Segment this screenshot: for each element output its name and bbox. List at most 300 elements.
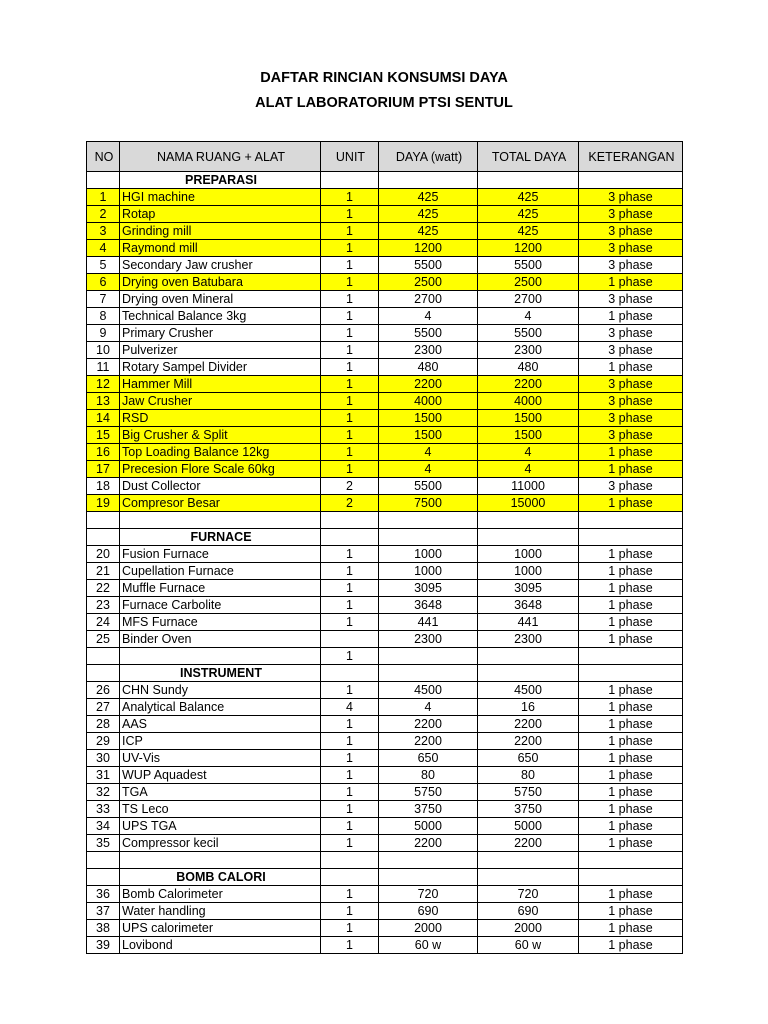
cell-name: Dust Collector: [120, 478, 321, 495]
cell-daya: 690: [379, 903, 478, 920]
cell-name: Precesion Flore Scale 60kg: [120, 461, 321, 478]
empty-cell: [87, 869, 120, 886]
empty-cell: [579, 869, 683, 886]
cell-name: Analytical Balance: [120, 699, 321, 716]
cell-daya: 425: [379, 189, 478, 206]
cell-no: 20: [87, 546, 120, 563]
cell-total-daya: 5500: [478, 325, 579, 342]
cell-keterangan: 1 phase: [579, 801, 683, 818]
cell-name: Binder Oven: [120, 631, 321, 648]
cell-no: 39: [87, 937, 120, 954]
cell-unit: 1: [321, 784, 379, 801]
cell-no: [87, 648, 120, 665]
table-row: [87, 393, 683, 410]
cell-no: 38: [87, 920, 120, 937]
cell-daya: 5750: [379, 784, 478, 801]
cell-unit: [321, 631, 379, 648]
header-keterangan: KETERANGAN: [579, 142, 683, 172]
cell-unit: 1: [321, 240, 379, 257]
cell-total-daya: 5750: [478, 784, 579, 801]
cell-name: RSD: [120, 410, 321, 427]
cell-name: Furnace Carbolite: [120, 597, 321, 614]
cell-unit: 1: [321, 903, 379, 920]
cell-keterangan: 1 phase: [579, 546, 683, 563]
cell-daya: 720: [379, 886, 478, 903]
table-header-row: [87, 142, 683, 172]
cell-name: TGA: [120, 784, 321, 801]
section-header-row: [87, 172, 683, 189]
cell-total-daya: 650: [478, 750, 579, 767]
cell-keterangan: 1 phase: [579, 920, 683, 937]
cell-name: MFS Furnace: [120, 614, 321, 631]
cell-name: Rotap: [120, 206, 321, 223]
header-nama-ruang-alat: NAMA RUANG + ALAT: [120, 142, 321, 172]
cell-keterangan: 1 phase: [579, 733, 683, 750]
cell-daya: 2200: [379, 716, 478, 733]
cell-unit: 1: [321, 546, 379, 563]
cell-total-daya: 4: [478, 444, 579, 461]
cell-keterangan: 1 phase: [579, 444, 683, 461]
empty-cell: [321, 665, 379, 682]
cell-keterangan: 1 phase: [579, 597, 683, 614]
cell-total-daya: 425: [478, 189, 579, 206]
section-title: BOMB CALORI: [120, 869, 321, 886]
cell-name: TS Leco: [120, 801, 321, 818]
cell-total-daya: 16: [478, 699, 579, 716]
cell-daya: 441: [379, 614, 478, 631]
cell-unit: 1: [321, 767, 379, 784]
cell-no: 12: [87, 376, 120, 393]
cell-total-daya: [478, 648, 579, 665]
table-row: [87, 427, 683, 444]
empty-cell: [379, 869, 478, 886]
cell-no: 10: [87, 342, 120, 359]
cell-total-daya: 1000: [478, 563, 579, 580]
cell-keterangan: 1 phase: [579, 937, 683, 954]
cell-name: Big Crusher & Split: [120, 427, 321, 444]
cell-name: Lovibond: [120, 937, 321, 954]
cell-total-daya: 2200: [478, 733, 579, 750]
cell-name: Fusion Furnace: [120, 546, 321, 563]
cell-name: ICP: [120, 733, 321, 750]
cell-unit: 1: [321, 444, 379, 461]
cell-name: Jaw Crusher: [120, 393, 321, 410]
cell-unit: 1: [321, 359, 379, 376]
section-header-row: [87, 869, 683, 886]
cell-name: Drying oven Batubara: [120, 274, 321, 291]
table-row: [87, 291, 683, 308]
table-row: [87, 750, 683, 767]
cell-daya: 80: [379, 767, 478, 784]
cell-keterangan: 1 phase: [579, 750, 683, 767]
empty-cell: [321, 172, 379, 189]
cell-name: HGI machine: [120, 189, 321, 206]
cell-total-daya: 4: [478, 461, 579, 478]
cell-total-daya: 4500: [478, 682, 579, 699]
cell-no: 9: [87, 325, 120, 342]
cell-name: UV-Vis: [120, 750, 321, 767]
table-row: [87, 189, 683, 206]
empty-cell: [579, 172, 683, 189]
cell-no: 4: [87, 240, 120, 257]
cell-total-daya: 3095: [478, 580, 579, 597]
cell-unit: 1: [321, 886, 379, 903]
cell-daya: 7500: [379, 495, 478, 512]
cell-daya: 4: [379, 461, 478, 478]
empty-cell: [87, 172, 120, 189]
cell-name: Hammer Mill: [120, 376, 321, 393]
blank-row: [87, 852, 683, 869]
empty-cell: [579, 512, 683, 529]
cell-unit: 1: [321, 597, 379, 614]
cell-no: 29: [87, 733, 120, 750]
cell-unit: 1: [321, 189, 379, 206]
table-row: [87, 240, 683, 257]
table-row: [87, 937, 683, 954]
empty-cell: [321, 529, 379, 546]
cell-unit: 1: [321, 325, 379, 342]
cell-total-daya: 5000: [478, 818, 579, 835]
cell-total-daya: 1000: [478, 546, 579, 563]
cell-keterangan: 1 phase: [579, 631, 683, 648]
cell-keterangan: 3 phase: [579, 393, 683, 410]
table-body: [87, 172, 683, 954]
empty-cell: [321, 512, 379, 529]
cell-daya: 2500: [379, 274, 478, 291]
header-total-daya: TOTAL DAYA: [478, 142, 579, 172]
cell-daya: 3095: [379, 580, 478, 597]
cell-keterangan: 1 phase: [579, 614, 683, 631]
cell-no: 19: [87, 495, 120, 512]
cell-daya: 5500: [379, 478, 478, 495]
cell-total-daya: 425: [478, 223, 579, 240]
empty-cell: [321, 869, 379, 886]
cell-no: 17: [87, 461, 120, 478]
cell-keterangan: 1 phase: [579, 767, 683, 784]
table-row: [87, 597, 683, 614]
section-title: PREPARASI: [120, 172, 321, 189]
cell-name: Grinding mill: [120, 223, 321, 240]
cell-name: Compresor Besar: [120, 495, 321, 512]
table-row: [87, 478, 683, 495]
cell-keterangan: 1 phase: [579, 580, 683, 597]
table-row: [87, 835, 683, 852]
cell-no: 25: [87, 631, 120, 648]
cell-no: 14: [87, 410, 120, 427]
cell-keterangan: 1 phase: [579, 903, 683, 920]
cell-name: Rotary Sampel Divider: [120, 359, 321, 376]
cell-keterangan: 3 phase: [579, 189, 683, 206]
cell-total-daya: 2700: [478, 291, 579, 308]
cell-name: Top Loading Balance 12kg: [120, 444, 321, 461]
cell-unit: 1: [321, 223, 379, 240]
cell-unit: 1: [321, 206, 379, 223]
cell-keterangan: 3 phase: [579, 478, 683, 495]
cell-daya: 60 w: [379, 937, 478, 954]
cell-keterangan: 3 phase: [579, 206, 683, 223]
cell-keterangan: 1 phase: [579, 274, 683, 291]
table-row: [87, 359, 683, 376]
cell-no: 24: [87, 614, 120, 631]
cell-keterangan: 3 phase: [579, 376, 683, 393]
cell-no: 31: [87, 767, 120, 784]
cell-total-daya: 60 w: [478, 937, 579, 954]
empty-cell: [87, 852, 120, 869]
cell-keterangan: 1 phase: [579, 359, 683, 376]
cell-total-daya: 2300: [478, 342, 579, 359]
cell-no: 6: [87, 274, 120, 291]
cell-name: Compressor kecil: [120, 835, 321, 852]
cell-unit: 1: [321, 682, 379, 699]
cell-daya: 2200: [379, 835, 478, 852]
cell-keterangan: 3 phase: [579, 325, 683, 342]
cell-unit: 1: [321, 920, 379, 937]
cell-unit: 1: [321, 750, 379, 767]
empty-cell: [321, 852, 379, 869]
table-row: [87, 342, 683, 359]
cell-no: 23: [87, 597, 120, 614]
document-subtitle: ALAT LABORATORIUM PTSI SENTUL: [255, 95, 513, 111]
cell-no: 30: [87, 750, 120, 767]
cell-no: 28: [87, 716, 120, 733]
cell-name: Water handling: [120, 903, 321, 920]
cell-unit: 1: [321, 580, 379, 597]
cell-daya: 1000: [379, 563, 478, 580]
table-row: [87, 580, 683, 597]
cell-unit: 1: [321, 410, 379, 427]
table-row: [87, 495, 683, 512]
blank-row: [87, 512, 683, 529]
cell-keterangan: 3 phase: [579, 291, 683, 308]
cell-no: 33: [87, 801, 120, 818]
cell-unit: 4: [321, 699, 379, 716]
power-consumption-table: [86, 141, 683, 954]
cell-no: 7: [87, 291, 120, 308]
cell-daya: 4: [379, 699, 478, 716]
cell-daya: 480: [379, 359, 478, 376]
cell-total-daya: 5500: [478, 257, 579, 274]
cell-keterangan: 1 phase: [579, 563, 683, 580]
cell-no: 3: [87, 223, 120, 240]
section-title: INSTRUMENT: [120, 665, 321, 682]
empty-cell: [478, 852, 579, 869]
cell-unit: 1: [321, 274, 379, 291]
cell-keterangan: 1 phase: [579, 308, 683, 325]
cell-daya: [379, 648, 478, 665]
table-row: [87, 886, 683, 903]
cell-daya: 425: [379, 206, 478, 223]
table-row: [87, 614, 683, 631]
cell-daya: 5500: [379, 257, 478, 274]
cell-total-daya: 4000: [478, 393, 579, 410]
cell-total-daya: 2300: [478, 631, 579, 648]
table-row: [87, 206, 683, 223]
cell-unit: 1: [321, 257, 379, 274]
empty-cell: [120, 852, 321, 869]
cell-daya: 3648: [379, 597, 478, 614]
cell-keterangan: 1 phase: [579, 682, 683, 699]
empty-cell: [579, 852, 683, 869]
cell-no: 26: [87, 682, 120, 699]
header-unit: UNIT: [321, 142, 379, 172]
table-row: [87, 631, 683, 648]
cell-total-daya: 3750: [478, 801, 579, 818]
header-no: NO: [87, 142, 120, 172]
table-row: [87, 376, 683, 393]
cell-name: AAS: [120, 716, 321, 733]
cell-unit: 1: [321, 376, 379, 393]
cell-total-daya: 690: [478, 903, 579, 920]
cell-total-daya: 1500: [478, 410, 579, 427]
cell-unit: 1: [321, 461, 379, 478]
table-row: [87, 903, 683, 920]
empty-cell: [478, 512, 579, 529]
cell-name: Pulverizer: [120, 342, 321, 359]
cell-no: 11: [87, 359, 120, 376]
cell-no: 16: [87, 444, 120, 461]
empty-cell: [87, 529, 120, 546]
cell-daya: 4: [379, 308, 478, 325]
empty-cell: [478, 529, 579, 546]
cell-no: 22: [87, 580, 120, 597]
cell-total-daya: 11000: [478, 478, 579, 495]
cell-unit: 1: [321, 648, 379, 665]
table-row: [87, 274, 683, 291]
empty-cell: [478, 665, 579, 682]
cell-name: Drying oven Mineral: [120, 291, 321, 308]
cell-daya: 1500: [379, 427, 478, 444]
empty-cell: [579, 665, 683, 682]
cell-name: CHN Sundy: [120, 682, 321, 699]
cell-keterangan: 3 phase: [579, 257, 683, 274]
table-row: [87, 308, 683, 325]
empty-cell: [379, 852, 478, 869]
cell-total-daya: 2200: [478, 716, 579, 733]
table-row: [87, 461, 683, 478]
empty-cell: [379, 529, 478, 546]
cell-unit: 1: [321, 393, 379, 410]
cell-unit: 1: [321, 733, 379, 750]
table-row: [87, 716, 683, 733]
cell-daya: 5500: [379, 325, 478, 342]
cell-daya: 2300: [379, 631, 478, 648]
empty-cell: [379, 665, 478, 682]
cell-keterangan: 3 phase: [579, 223, 683, 240]
cell-unit: 1: [321, 563, 379, 580]
cell-daya: 5000: [379, 818, 478, 835]
cell-unit: 1: [321, 291, 379, 308]
table-row: [87, 325, 683, 342]
cell-no: 18: [87, 478, 120, 495]
table-row: [87, 444, 683, 461]
cell-no: 32: [87, 784, 120, 801]
empty-cell: [87, 665, 120, 682]
table-row: [87, 563, 683, 580]
cell-unit: 1: [321, 342, 379, 359]
cell-keterangan: 1 phase: [579, 835, 683, 852]
cell-name: Technical Balance 3kg: [120, 308, 321, 325]
header-daya: DAYA (watt): [379, 142, 478, 172]
section-title: FURNACE: [120, 529, 321, 546]
table-row: [87, 682, 683, 699]
cell-total-daya: 3648: [478, 597, 579, 614]
cell-name: Primary Crusher: [120, 325, 321, 342]
cell-daya: 3750: [379, 801, 478, 818]
cell-name: Secondary Jaw crusher: [120, 257, 321, 274]
cell-total-daya: 441: [478, 614, 579, 631]
section-header-row: [87, 529, 683, 546]
cell-daya: 650: [379, 750, 478, 767]
cell-no: 35: [87, 835, 120, 852]
cell-no: 2: [87, 206, 120, 223]
cell-name: Bomb Calorimeter: [120, 886, 321, 903]
cell-no: 1: [87, 189, 120, 206]
empty-cell: [579, 529, 683, 546]
table-row: [87, 733, 683, 750]
table-row: [87, 257, 683, 274]
cell-total-daya: 2000: [478, 920, 579, 937]
table-row: [87, 920, 683, 937]
table-row: [87, 801, 683, 818]
cell-name: Raymond mill: [120, 240, 321, 257]
table-row: [87, 223, 683, 240]
cell-keterangan: [579, 648, 683, 665]
cell-no: 21: [87, 563, 120, 580]
table-row: [87, 767, 683, 784]
cell-unit: 1: [321, 818, 379, 835]
cell-daya: 1000: [379, 546, 478, 563]
cell-keterangan: 1 phase: [579, 716, 683, 733]
cell-unit: 1: [321, 614, 379, 631]
cell-name: WUP Aquadest: [120, 767, 321, 784]
table-row: [87, 648, 683, 665]
cell-total-daya: 2200: [478, 835, 579, 852]
table-row: [87, 784, 683, 801]
empty-cell: [379, 512, 478, 529]
cell-no: 8: [87, 308, 120, 325]
cell-total-daya: 4: [478, 308, 579, 325]
cell-keterangan: 1 phase: [579, 886, 683, 903]
cell-name: UPS TGA: [120, 818, 321, 835]
empty-cell: [379, 172, 478, 189]
cell-unit: 1: [321, 801, 379, 818]
cell-no: 36: [87, 886, 120, 903]
cell-keterangan: 1 phase: [579, 699, 683, 716]
cell-daya: 2700: [379, 291, 478, 308]
cell-daya: 2000: [379, 920, 478, 937]
cell-keterangan: 3 phase: [579, 240, 683, 257]
empty-cell: [478, 172, 579, 189]
cell-name: [120, 648, 321, 665]
table-row: [87, 546, 683, 563]
cell-daya: 4500: [379, 682, 478, 699]
cell-total-daya: 80: [478, 767, 579, 784]
table-row: [87, 410, 683, 427]
cell-unit: 1: [321, 835, 379, 852]
cell-total-daya: 15000: [478, 495, 579, 512]
cell-daya: 4: [379, 444, 478, 461]
cell-unit: 1: [321, 427, 379, 444]
empty-cell: [87, 512, 120, 529]
cell-keterangan: 3 phase: [579, 427, 683, 444]
cell-unit: 1: [321, 716, 379, 733]
table-row: [87, 699, 683, 716]
cell-total-daya: 1500: [478, 427, 579, 444]
document-title: DAFTAR RINCIAN KONSUMSI DAYA: [260, 70, 508, 86]
cell-unit: 2: [321, 495, 379, 512]
cell-unit: 2: [321, 478, 379, 495]
cell-no: 5: [87, 257, 120, 274]
